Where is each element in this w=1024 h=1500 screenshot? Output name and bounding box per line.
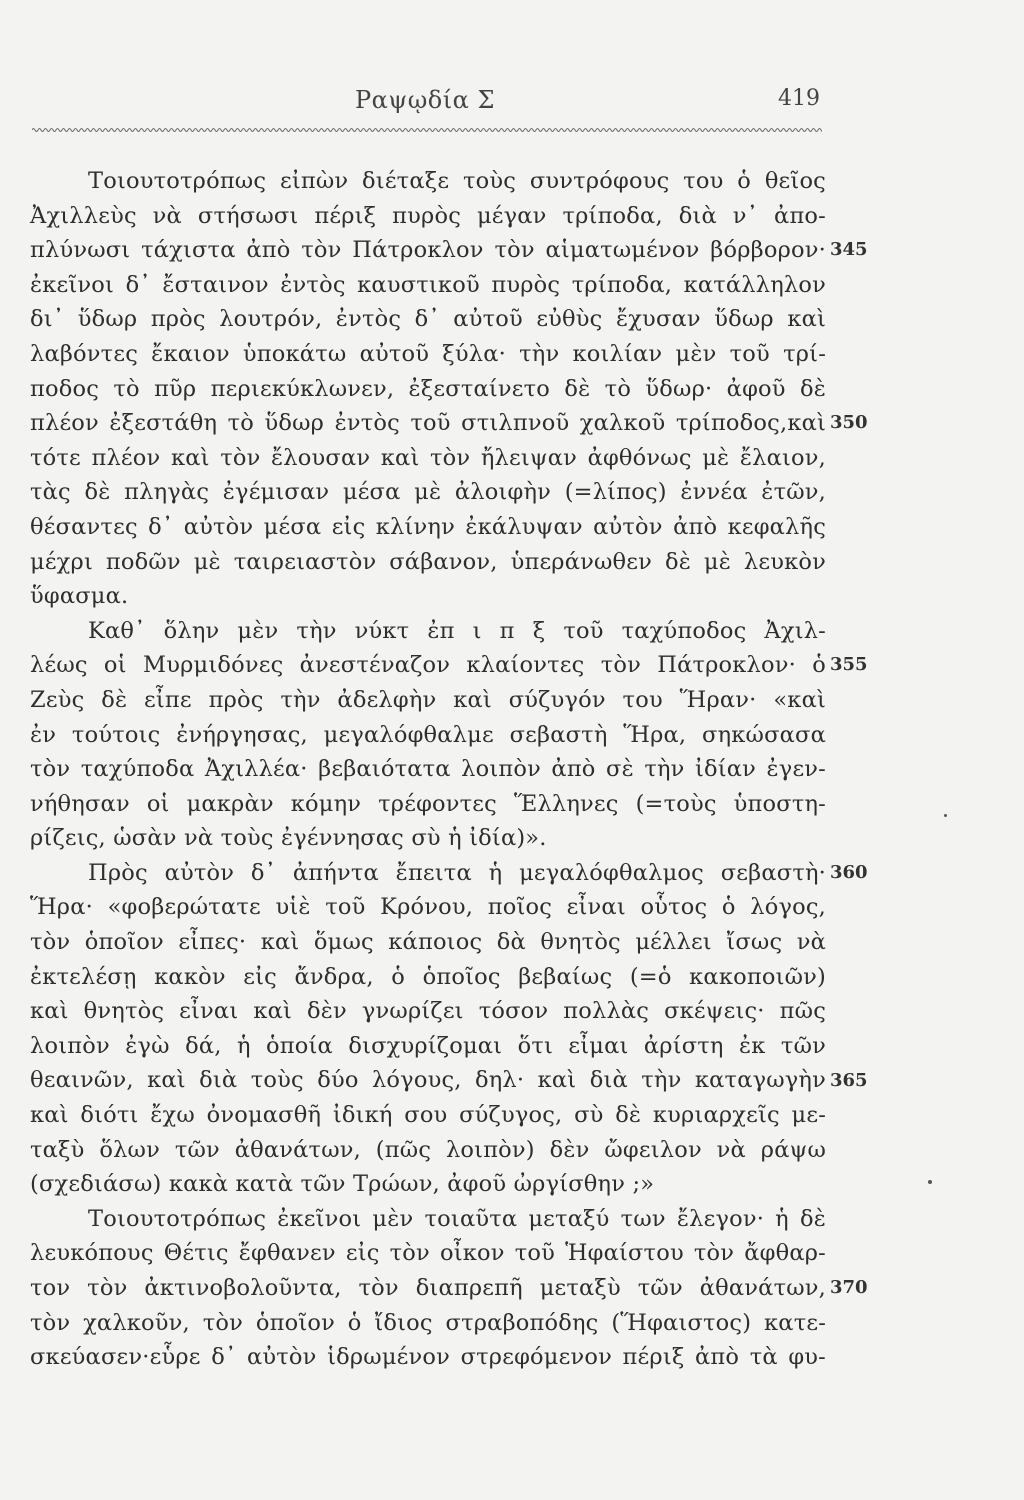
text-line: τον τὸν ἀκτινοβολοῦντα, τὸν διαπρεπῆ μεταξὺ τῶν ἀθανάτων, [30, 1275, 826, 1301]
text-line: ἐν τούτοις ἐνήργησας, μεγαλόφθαλμε σεβαστὴ Ἥρα, σηκώσασα [30, 721, 826, 748]
verse-line-number: 345 [830, 239, 868, 261]
text-line: πλέον ἐξεστάθη τὸ ὕδωρ ἐντὸς τοῦ στιλπνοῦ χαλκοῦ τρίποδος,καὶ [30, 410, 826, 437]
text-line: (σχεδιάσω) κακὰ κατὰ τῶν Τρώων, ἀφοῦ ὠργίσθην ;» [30, 1171, 655, 1198]
text-line: λέως οἱ Μυρμιδόνες ἀνεστέναζον κλαίοντες τὸν Πάτροκλον· ὁ [30, 652, 826, 679]
text-line: καὶ θνητὸς εἶναι καὶ δὲν γνωρίζει τόσον πολλὰς σκέψεις· πῶς [30, 998, 826, 1025]
verse-line-number: 370 [830, 1277, 868, 1299]
text-line: ταξὺ ὅλων τῶν ἀθανάτων, (πῶς λοιπὸν) δὲν ὤφειλον νὰ ράψω [30, 1136, 826, 1163]
text-line: ἐκεῖνοι δ᾽ ἔσταινον ἐντὸς καυστικοῦ πυρὸς τρίποδα, κατάλληλον [30, 271, 826, 298]
text-line: θέσαντες δ᾽ αὐτὸν μέσα εἰς κλίνην ἐκάλυψαν αὐτὸν ἀπὸ κεφαλῆς [30, 513, 826, 540]
running-title: Ραψῳδία Σ [355, 86, 495, 114]
text-line: ρίζεις, ὡσὰν νὰ τοὺς ἐγέννησας σὺ ἡ ἰδία)». [30, 825, 547, 852]
text-line: λοιπὸν ἐγὼ δά, ἡ ὁποία δισχυρίζομαι ὅτι εἶμαι ἀρίστη ἐκ τῶν [30, 1032, 826, 1059]
text-line: τὸν χαλκοῦν, τὸν ὁποῖον ὁ ἴδιος στραβοπόδης (Ἥφαιστος) κατε- [30, 1309, 826, 1336]
verse-line-number: 350 [830, 412, 868, 434]
verse-line-number: 360 [830, 862, 868, 883]
body-text [30, 164, 826, 1375]
text-line: ἐκτελέσῃ κακὸν εἰς ἄνδρα, ὁ ὁποῖος βεβαίως (=ὁ κακοποιῶν) [30, 963, 826, 990]
text-line: Ζεὺς δὲ εἶπε πρὸς τὴν ἀδελφὴν καὶ σύζυγόν του Ἥραν· «καὶ [30, 686, 826, 713]
text-line: καὶ διότι ἔχω ὀνομασθῆ ἰδική σου σύζυγος, σὺ δὲ κυριαρχεῖς με- [30, 1102, 826, 1129]
text-line: πλύνωσι τάχιστα ἀπὸ τὸν Πάτροκλον τὸν αἱματωμένον βόρβορον· [30, 237, 826, 264]
text-line: Καθ᾽ ὅλην μὲν τὴν νύκτ ἐπ ι π ξ τοῦ ταχύποδος Ἀχιλ- [88, 617, 826, 644]
text-line: τὸν ὁποῖον εἶπες· καὶ ὅμως κάποιος δὰ θνητὸς μέλλει ἴσως νὰ [30, 929, 826, 956]
verse-line-number: 355 [830, 654, 868, 676]
wavy-rule-divider [32, 126, 822, 134]
ink-speck [928, 1180, 932, 1184]
text-line: Πρὸς αὐτὸν δ᾽ ἀπήντα ἔπειτα ἡ μεγαλόφθαλμος σεβαστὴ· [88, 859, 826, 886]
text-line: τὰς δὲ πληγὰς ἐγέμισαν μέσα μὲ ἀλοιφὴν (=λίπος) ἐννέα ἐτῶν, [30, 479, 826, 506]
text-line: Ἀχιλλεὺς νὰ στήσωσι πέριξ πυρὸς μέγαν τρίποδα, διὰ ν᾽ ἀπο- [30, 202, 826, 229]
text-line: μέχρι ποδῶν μὲ ταιρειαστὸν σάβανον, ὑπεράνωθεν δὲ μὲ λευκὸν [30, 548, 826, 575]
text-line: Τοιουτοτρόπως ἐκεῖνοι μὲν τοιαῦτα μεταξύ των ἔλεγον· ἡ δὲ [88, 1205, 826, 1232]
text-line: τὸν ταχύποδα Ἀχιλλέα· βεβαιότατα λοιπὸν ἀπὸ σὲ τὴν ἰδίαν ἐγεν- [30, 756, 826, 783]
text-line: τότε πλέον καὶ τὸν ἔλουσαν καὶ τὸν ἤλειψαν ἀφθόνως μὲ ἔλαιον, [30, 444, 826, 471]
text-line: ποδος τὸ πῦρ περιεκύκλωνεν, ἐξεσταίνετο δὲ τὸ ὕδωρ· ἀφοῦ δὲ [30, 375, 826, 402]
text-line: λαβόντες ἔκαιον ὑποκάτω αὐτοῦ ξύλα· τὴν κοιλίαν μὲν τοῦ τρί- [30, 340, 826, 367]
text-line: σκεύασεν·εὗρε δ᾽ αὐτὸν ἱδρωμένον στρεφόμενον πέριξ ἀπὸ τὰ φυ- [30, 1344, 826, 1371]
text-line: θεαινῶν, καὶ διὰ τοὺς δύο λόγους, δηλ· καὶ διὰ τὴν καταγωγὴν [30, 1067, 826, 1094]
page-header [30, 86, 820, 126]
text-line: νήθησαν οἱ μακρὰν κόμην τρέφοντες Ἕλληνες (=τοὺς ὑποστη- [30, 790, 826, 817]
text-line: δι᾽ ὕδωρ πρὸς λουτρόν, ἐντὸς δ᾽ αὐτοῦ εὐθὺς ἔχυσαν ὕδωρ καὶ [30, 306, 826, 333]
text-line: ὕφασμα. [30, 583, 129, 610]
text-line: Ἥρα· «φοβερώτατε υἱὲ τοῦ Κρόνου, ποῖος εἶναι οὗτος ὁ λόγος, [30, 894, 826, 921]
ink-speck [944, 814, 947, 817]
text-line: Τοιουτοτρόπως εἰπὼν διέταξε τοὺς συντρόφους του ὁ θεῖος [88, 168, 826, 194]
verse-line-number: 365 [830, 1069, 868, 1091]
page-number: 419 [778, 86, 820, 111]
text-line: λευκόπους Θέτις ἔφθανεν εἰς τὸν οἶκον τοῦ Ἡφαίστου τὸν ἄφθαρ- [30, 1240, 826, 1267]
